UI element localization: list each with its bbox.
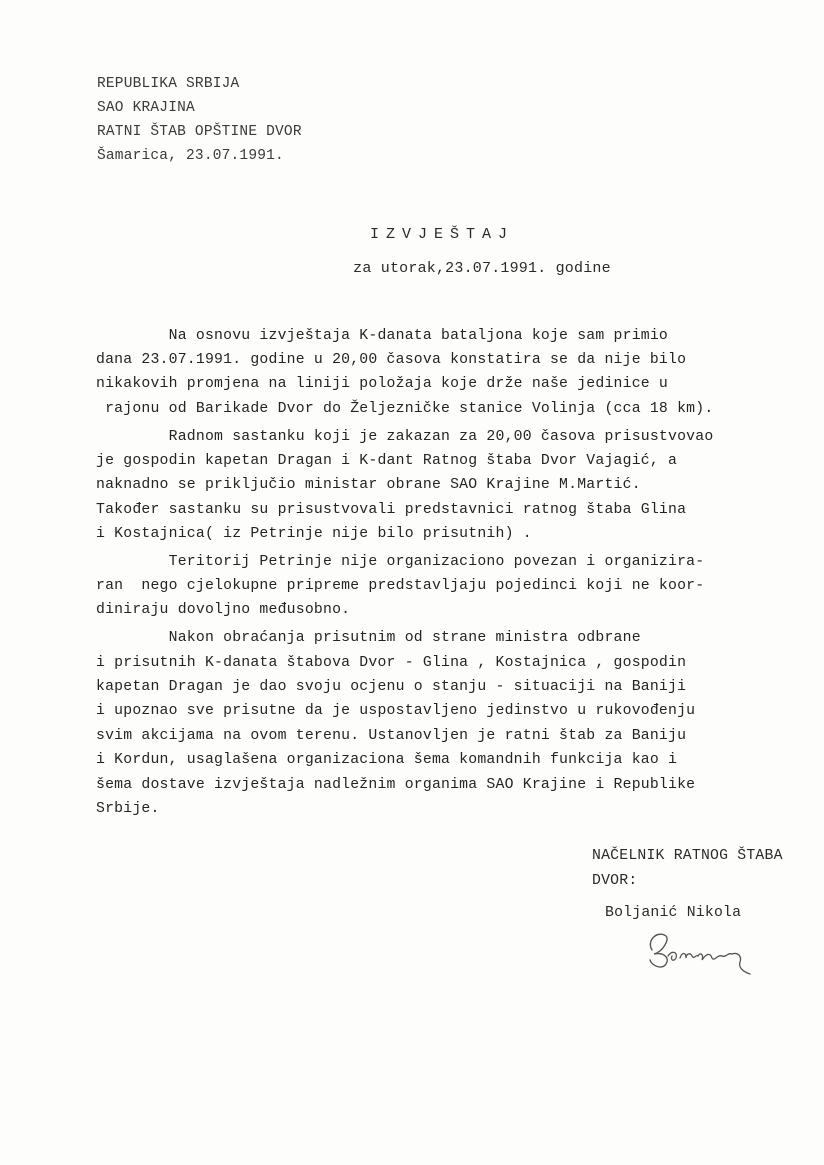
body-line: dana 23.07.1991. godine u 20,00 časova konstatira se da nije bilo	[96, 352, 687, 368]
body-line: diniraju dovoljno međusobno.	[96, 602, 351, 618]
body-line: i upoznao sve prisutne da je uspostavljeno jedinstvo u rukovođenju	[96, 703, 696, 719]
body-line: i Kordun, usaglašena organizaciona šema komandnih funkcija kao i	[96, 752, 678, 768]
signatory-role: NAČELNIK RATNOG ŠTABA	[592, 848, 783, 864]
body-line: Također sastanku su prisustvovali predstavnici ratnog štaba Glina	[96, 502, 687, 518]
body-line: Teritorij Petrinje nije organizaciono povezan i organizira-	[96, 554, 705, 570]
body-line: Na osnovu izvještaja K-danata bataljona koje sam primio	[96, 328, 669, 344]
body-line: i Kostajnica( iz Petrinje nije bilo prisutnih) .	[96, 526, 532, 542]
body-line: naknadno se priključio ministar obrane SAO Krajine M.Martić.	[96, 477, 641, 493]
header-office: RATNI ŠTAB OPŠTINE DVOR	[97, 124, 302, 140]
body-line: šema dostave izvještaja nadležnim organima SAO Krajine i Republike	[96, 777, 696, 793]
body-line: Radnom sastanku koji je zakazan za 20,00 časova prisustvovao	[96, 429, 714, 445]
body-line: svim akcijama na ovom terenu. Ustanovljen je ratni štab za Baniju	[96, 728, 687, 744]
body-line: ran nego cjelokupne pripreme predstavljaju pojedinci koji ne koor-	[96, 578, 705, 594]
body-line: je gospodin kapetan Dragan i K-dant Ratnog štaba Dvor Vajagić, a	[96, 453, 678, 469]
body-line: rajonu od Barikade Dvor do Željezničke stanice Volinja (cca 18 km).	[96, 401, 714, 417]
signatory-unit: DVOR:	[592, 873, 638, 889]
body-line: nikakovih promjena na liniji položaja koje drže naše jedinice u	[96, 376, 669, 392]
handwritten-signature	[640, 922, 760, 977]
signatory-name: Boljanić Nikola	[605, 905, 742, 921]
body-line: kapetan Dragan je dao svoju ocjenu o stanju - situaciji na Baniji	[96, 679, 687, 695]
header-region: SAO KRAJINA	[97, 100, 195, 116]
header-republic: REPUBLIKA SRBIJA	[97, 76, 240, 92]
document-subtitle: za utorak,23.07.1991. godine	[353, 260, 611, 277]
body-line: i prisutnih K-danata štabova Dvor - Glina , Kostajnica , gospodin	[96, 655, 687, 671]
document-title: IZVJEŠTAJ	[369, 226, 514, 243]
body-line: Nakon obraćanja prisutnim od strane ministra odbrane	[96, 630, 641, 646]
header-place-date: Šamarica, 23.07.1991.	[97, 148, 284, 164]
body-line: Srbije.	[96, 801, 160, 817]
